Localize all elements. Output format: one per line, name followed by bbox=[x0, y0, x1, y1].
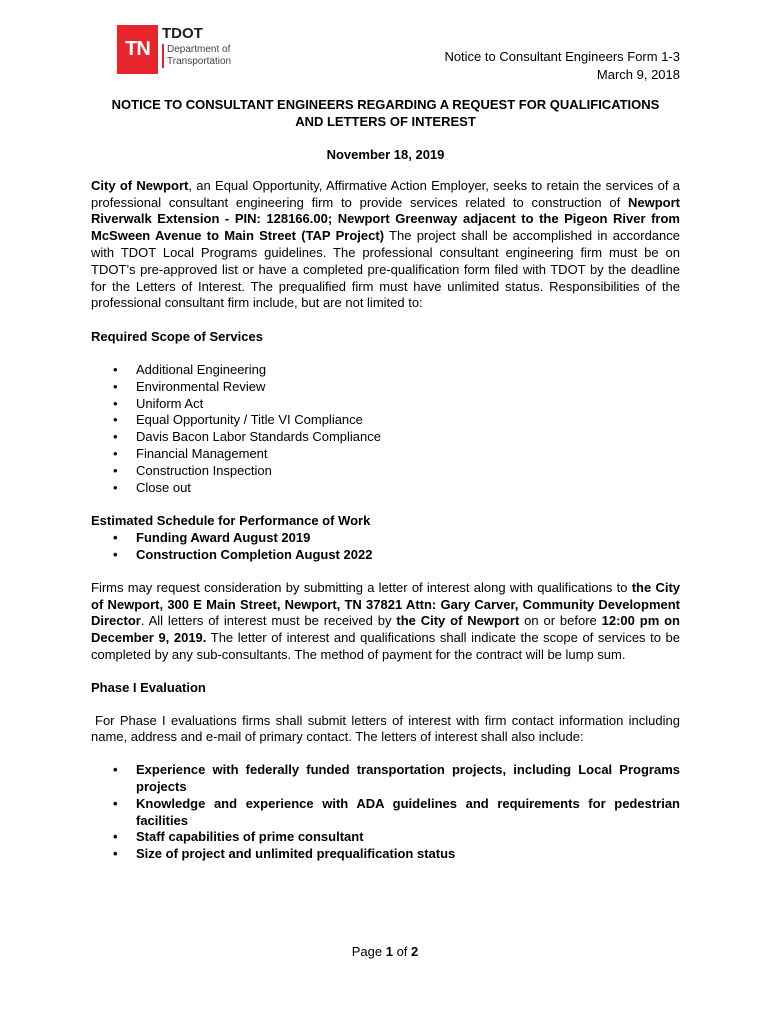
list-item: • Staff capabilities of prime consultant bbox=[91, 829, 680, 846]
page-footer bbox=[0, 944, 770, 959]
list-item: • Construction Completion August 2022 bbox=[91, 547, 680, 564]
list-item: • Equal Opportunity / Title VI Compliance bbox=[91, 412, 680, 429]
intro-paragraph bbox=[91, 178, 680, 312]
firms-text3: on or before bbox=[519, 613, 602, 629]
form-name: Notice to Consultant Engineers Form 1-3 bbox=[444, 49, 680, 64]
list-item: • Davis Bacon Labor Standards Compliance bbox=[91, 429, 680, 446]
document-title bbox=[91, 96, 680, 130]
firms-text2: . All letters of interest must be received by bbox=[140, 613, 397, 629]
intro-text1: , an Equal Opportunity, Affirmative Action Employer, seeks to retain the services of a professional consultant engineering firm to provide services related to construction of bbox=[91, 177, 680, 210]
schedule-heading: Estimated Schedule for Performance of Work bbox=[91, 513, 371, 529]
tdot-logo bbox=[117, 25, 237, 75]
firms-receiver: the City of Newport bbox=[396, 613, 520, 629]
title-line1: NOTICE TO CONSULTANT ENGINEERS REGARDING A REQUEST FOR QUALIFICATIONS bbox=[111, 97, 660, 112]
page-total: 2 bbox=[411, 944, 419, 959]
phase-intro: For Phase I evaluations firms shall submit letters of interest with firm contact information including name, address and e-mail of primary contact. The letters of interest shall also include: bbox=[91, 712, 680, 745]
firms-address: the City of Newport, 300 E Main Street, Newport, TN 37821 Attn: Gary Carver, Community Development Director bbox=[91, 579, 681, 629]
intro-project: Newport Riverwalk Extension - PIN: 128166.00; Newport Greenway adjacent to the Pigeon River from McSween Avenue to Main Street (TAP Project) bbox=[91, 194, 680, 244]
tn-logo-badge: TN bbox=[117, 25, 158, 74]
list-item: • Close out bbox=[91, 480, 680, 497]
logo-department bbox=[162, 44, 231, 68]
logo-brand: TDOT bbox=[162, 25, 203, 42]
intro-city: City of Newport bbox=[91, 177, 189, 193]
form-info bbox=[444, 48, 680, 84]
list-item: • Construction Inspection bbox=[91, 463, 680, 480]
include-list bbox=[91, 762, 680, 863]
list-item: • Additional Engineering bbox=[91, 362, 680, 379]
logo-dept-line2: Transportation bbox=[167, 56, 232, 67]
schedule-list bbox=[91, 530, 680, 564]
firms-deadline: 12:00 pm on December 9, 2019. bbox=[91, 613, 681, 646]
firms-paragraph bbox=[91, 580, 680, 664]
logo-dept-line1: Department of bbox=[167, 44, 231, 55]
of-word: of bbox=[396, 944, 408, 959]
notice-date: November 18, 2019 bbox=[326, 147, 445, 162]
list-item: • Funding Award August 2019 bbox=[91, 530, 680, 547]
scope-heading: Required Scope of Services bbox=[91, 329, 263, 345]
phase-heading: Phase I Evaluation bbox=[91, 679, 206, 695]
form-date: March 9, 2018 bbox=[596, 67, 680, 82]
page-word: Page bbox=[351, 944, 383, 959]
document-body bbox=[91, 96, 680, 863]
scope-list bbox=[91, 362, 680, 496]
list-item: • Experience with federally funded transportation projects, including Local Programs projects bbox=[91, 762, 680, 796]
list-item: • Uniform Act bbox=[91, 396, 680, 413]
list-item: • Size of project and unlimited prequalification status bbox=[91, 846, 680, 863]
title-line2: AND LETTERS OF INTEREST bbox=[295, 114, 476, 129]
list-item: • Environmental Review bbox=[91, 379, 680, 396]
list-item: • Knowledge and experience with ADA guidelines and requirements for pedestrian facilities bbox=[91, 796, 680, 830]
firms-text4: The letter of interest and qualifications shall indicate the scope of services to be completed by any sub-consultants. The method of payment for the contract will be lump sum. bbox=[91, 630, 681, 662]
firms-text1: Firms may request consideration by submitting a letter of interest along with qualifications to bbox=[91, 579, 632, 595]
page-number: 1 bbox=[385, 944, 393, 959]
list-item: • Financial Management bbox=[91, 446, 680, 463]
intro-text2: The project shall be accomplished in accordance with TDOT Local Programs guidelines. The professional consultant engineering firm must be on TDOT’s pre-approved list or have a completed pre-qualification form filed with TDOT by the deadline for the Letters of Interest. The prequalified firm must have unlimited status. Responsibilities of the professional consultant firm include, but are not limited to: bbox=[91, 228, 681, 311]
